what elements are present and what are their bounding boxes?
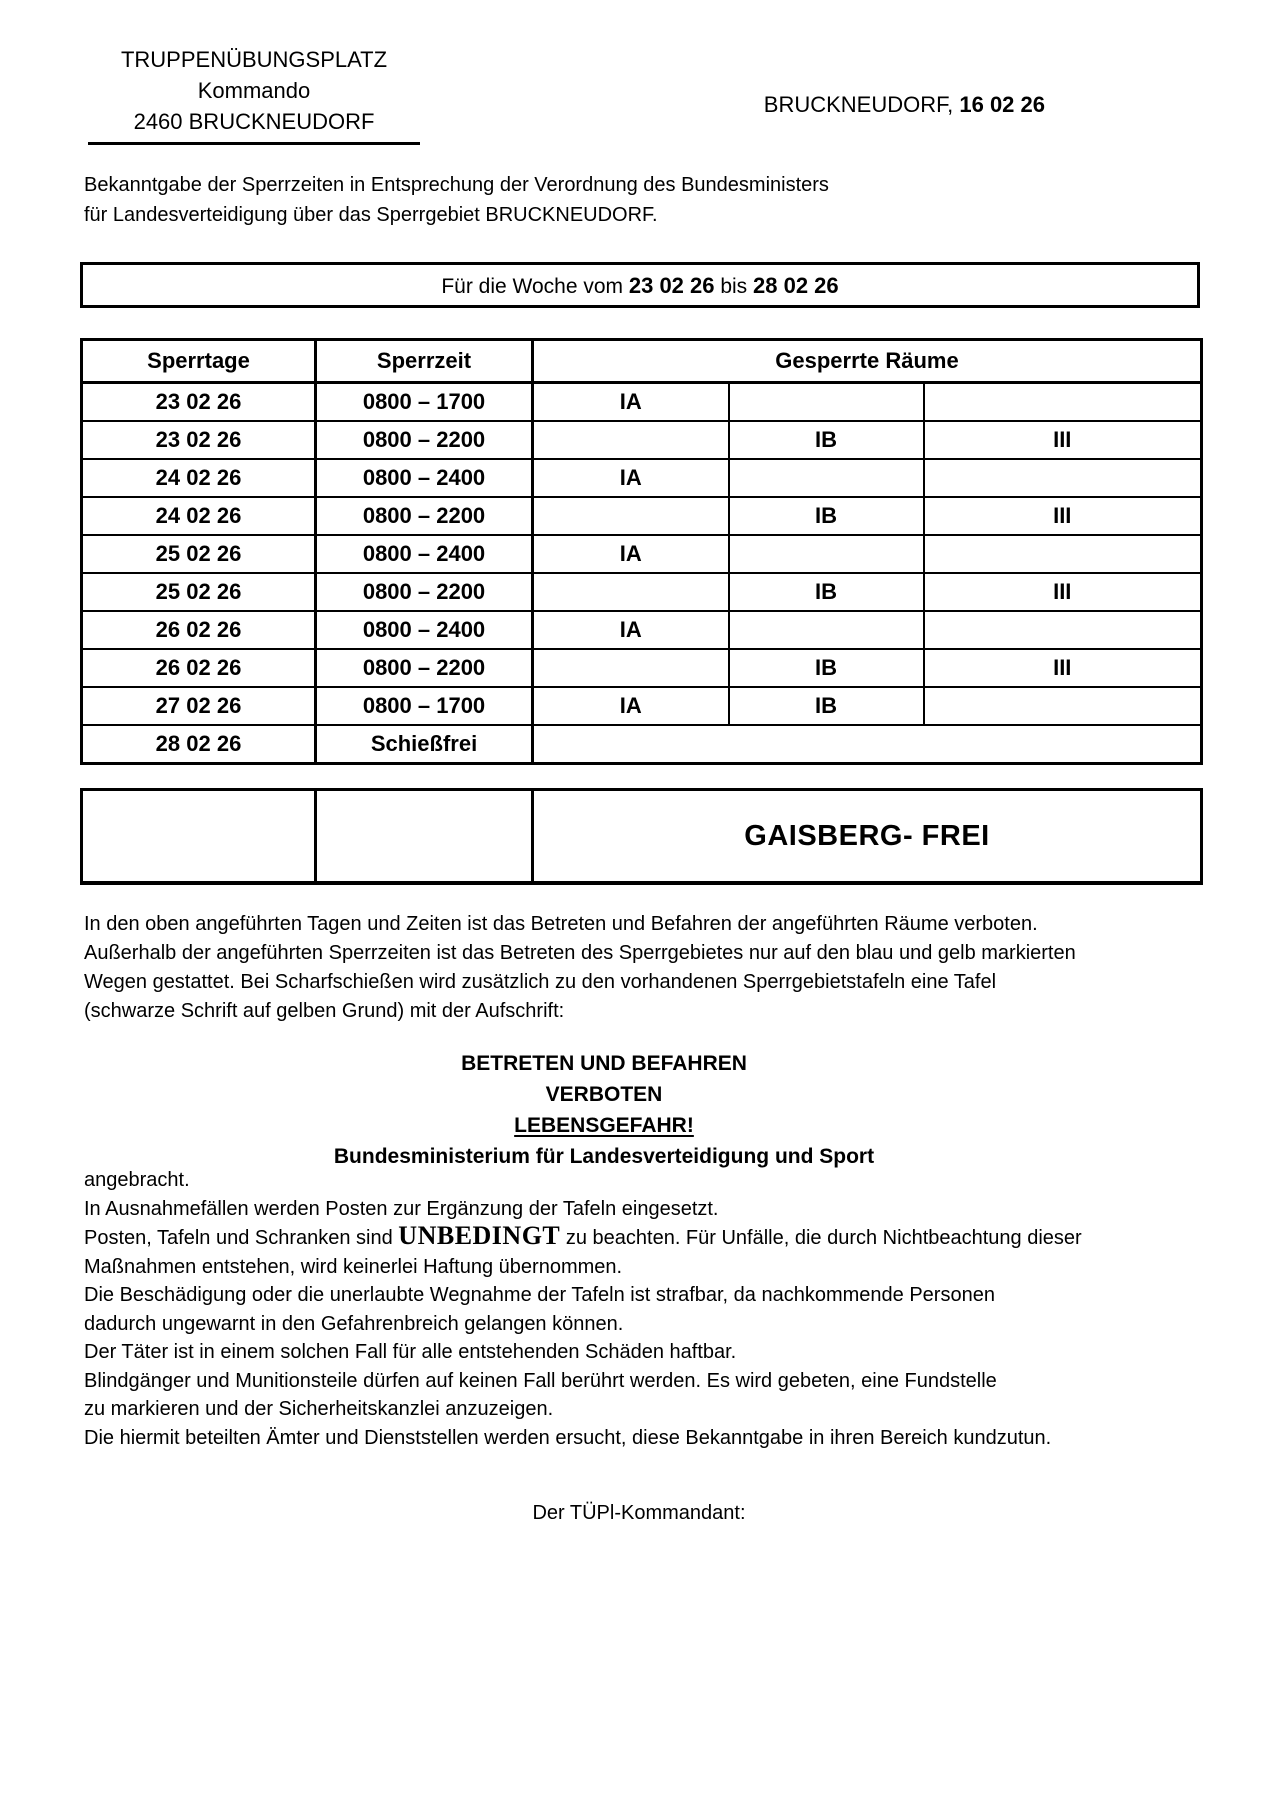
table-row [82,687,1202,725]
unbedingt-line [84,1223,1082,1253]
text-line: Blindgänger und Munitionsteile dürfen auf keinen Fall berührt werden. Es wird gebeten, eine Fundstelle [84,1369,997,1392]
table-cell [924,611,1202,649]
gaisberg-banner [80,788,1203,885]
place-text: BRUCKNEUDORF, [763,92,960,117]
table-cell: 0800 – 2400 [316,535,533,573]
date-text: 16 02 26 [959,92,1045,117]
table-cell [533,421,729,459]
text-line: In den oben angeführten Tagen und Zeiten ist das Betreten und Befahren der angeführten Räume verboten. [84,913,1038,935]
table-cell: 26 02 26 [82,649,316,687]
letterhead [88,44,420,145]
table-cell: IB [729,497,924,535]
table-cell: 0800 – 2400 [316,611,533,649]
intro-line: Bekanntgabe der Sperrzeiten in Entsprechung der Verordnung des Bundesministers [84,174,829,196]
column-header-gesperrte-raeume: Gesperrte Räume [533,340,1202,383]
text-line: Die hiermit beteilten Ämter und Dienststellen werden ersucht, diese Bekanntgabe in ihren Bereich kundzutun. [84,1426,1052,1449]
table-cell: 25 02 26 [82,535,316,573]
table-cell: 0800 – 2400 [316,459,533,497]
table-cell [533,497,729,535]
table-cell: 0800 – 1700 [316,383,533,422]
table-cell: 0800 – 2200 [316,573,533,611]
table-row [82,725,1202,764]
notice-danger-line: LEBENSGEFAHR! [514,1114,694,1137]
table-cell: IA [533,611,729,649]
table-cell: 25 02 26 [82,573,316,611]
text-line: Der Täter ist in einem solchen Fall für alle entstehenden Schäden haftbar. [84,1341,737,1363]
notice-ministry-line: Bundesministerium für Landesverteidigung und Sport [333,1145,875,1168]
instructions-part-b [84,1253,1082,1453]
table-cell: 27 02 26 [82,687,316,725]
table-cell: III [924,421,1202,459]
sperrzeiten-table [80,338,1203,765]
table-header-row [82,340,1202,383]
table-cell: 23 02 26 [82,383,316,422]
table-cell [533,725,1202,764]
text-line: Maßnahmen entstehen, wird keinerlei Haftung übernommen. [84,1255,623,1278]
table-cell [924,459,1202,497]
table-cell: 28 02 26 [82,725,316,764]
text-line: In Ausnahmefällen werden Posten zur Ergänzung der Tafeln eingesetzt. [84,1197,719,1220]
unbedingt-suffix: zu beachten. Für Unfälle, die durch Nichtbeachtung dieser [560,1227,1082,1249]
table-row [82,421,1202,459]
unbedingt-emphasis: UNBEDINGT [398,1221,561,1250]
table-cell: IA [533,687,729,725]
text-line: angebracht. [84,1169,190,1191]
week-banner [80,262,1200,308]
table-cell: IA [533,383,729,422]
table-cell: 0800 – 1700 [316,687,533,725]
table-cell [729,383,924,422]
letterhead-line: Kommando [197,78,311,103]
table-row [82,459,1202,497]
table-cell [729,611,924,649]
instructions-paragraph [84,1166,1082,1452]
table-cell [533,649,729,687]
warning-notice [84,1048,1124,1172]
table-row [82,497,1202,535]
week-start-date: 23 02 26 [628,273,715,298]
table-cell: IB [729,649,924,687]
notice-line-2: VERBOTEN [545,1083,663,1106]
notice-line-1: BETRETEN UND BEFAHREN [461,1052,747,1075]
gaisberg-row [82,790,1202,884]
table-cell [729,459,924,497]
table-row [82,649,1202,687]
table-cell [924,383,1202,422]
text-line: zu markieren und der Sicherheitskanzlei anzuzeigen. [84,1398,554,1420]
table-cell: 24 02 26 [82,459,316,497]
instructions-part-a [84,1166,1082,1223]
gaisberg-label-cell: GAISBERG- FREI [533,790,1202,884]
table-cell: 26 02 26 [82,611,316,649]
intro-paragraph [84,170,829,230]
table-cell: III [924,649,1202,687]
table-cell: IB [729,573,924,611]
column-header-sperrzeit: Sperrzeit [316,340,533,383]
table-row [82,383,1202,422]
gaisberg-empty-cell-1 [82,790,316,884]
text-line: Wegen gestattet. Bei Scharfschießen wird zusätzlich zu den vorhandenen Sperrgebietstafeln eine Tafel [84,971,997,993]
table-cell: Schießfrei [316,725,533,764]
table-cell: 0800 – 2200 [316,497,533,535]
text-line: (schwarze Schrift auf gelben Grund) mit der Aufschrift: [84,1000,565,1022]
table-cell: IB [729,421,924,459]
table-row [82,611,1202,649]
signature-line: Der TÜPl-Kommandant: [532,1502,746,1524]
table-cell: III [924,497,1202,535]
table-cell [924,687,1202,725]
text-line: Außerhalb der angeführten Sperrzeiten ist das Betreten des Sperrgebietes nur auf den blau und gelb markierten [84,942,1076,964]
rules-paragraph [84,910,1076,1026]
week-middle: bis [714,275,754,298]
week-prefix: Für die Woche vom [441,275,629,298]
column-header-sperrtage: Sperrtage [82,340,316,383]
table-row [82,535,1202,573]
table-cell: 23 02 26 [82,421,316,459]
table-row [82,573,1202,611]
table-cell: III [924,573,1202,611]
unbedingt-prefix: Posten, Tafeln und Schranken sind [84,1227,399,1249]
table-cell: IB [729,687,924,725]
letterhead-line: TRUPPENÜBUNGSPLATZ [120,47,388,72]
gaisberg-empty-cell-2 [316,790,533,884]
place-date [764,92,1045,118]
table-cell: 0800 – 2200 [316,421,533,459]
week-end-date: 28 02 26 [753,273,839,298]
intro-line: für Landesverteidigung über das Sperrgebiet BRUCKNEUDORF. [84,204,658,226]
table-cell: IA [533,459,729,497]
table-cell [533,573,729,611]
letterhead-line: 2460 BRUCKNEUDORF [133,109,375,134]
table-cell: 24 02 26 [82,497,316,535]
table-cell: IA [533,535,729,573]
table-cell [729,535,924,573]
table-cell [924,535,1202,573]
sperrzeiten-table-body [82,383,1202,764]
text-line: Die Beschädigung oder die unerlaubte Wegnahme der Tafeln ist strafbar, da nachkommende Personen [84,1284,995,1306]
table-cell: 0800 – 2200 [316,649,533,687]
text-line: dadurch ungewarnt in den Gefahrenbreich gelangen können. [84,1312,624,1335]
